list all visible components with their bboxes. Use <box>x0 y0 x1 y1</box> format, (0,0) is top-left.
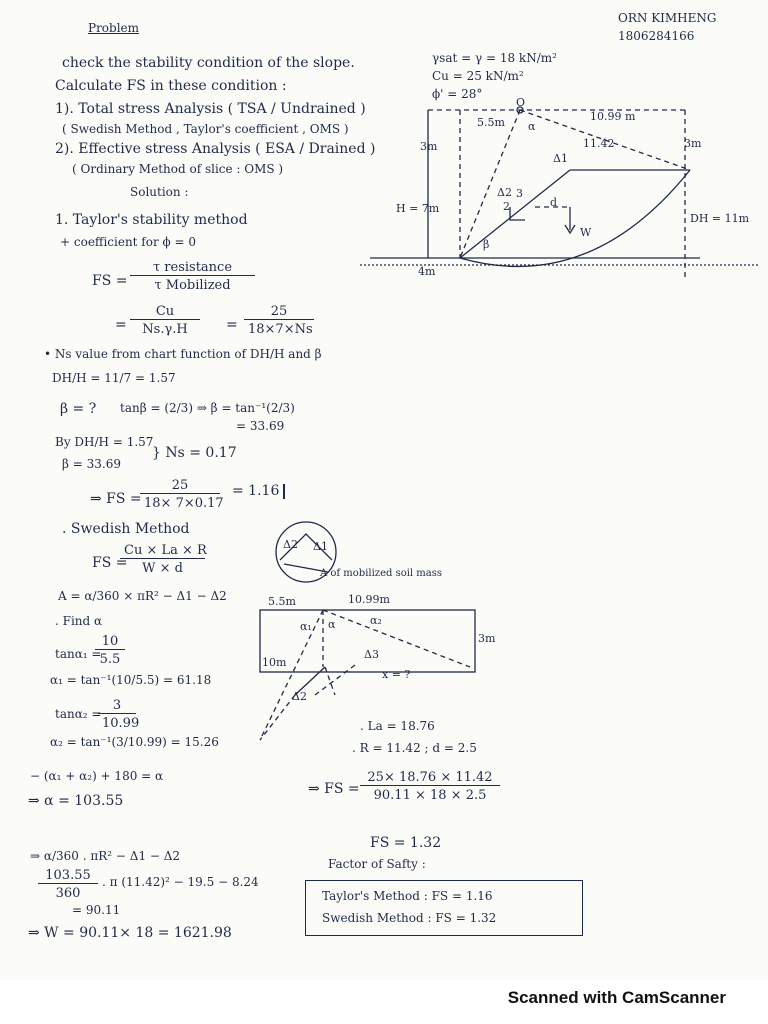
eq2-denominator: Ns.γ.H <box>130 319 200 337</box>
label-w: W <box>580 226 592 239</box>
taylor-subtitle: + coefficient for ϕ = 0 <box>60 235 197 249</box>
label-o: O <box>516 96 526 109</box>
dh-h-line: DH/H = 11/7 = 1.57 <box>52 371 176 385</box>
tan-beta-line: tanβ = (2/3) ⇒ β = tan⁻¹(2/3) <box>120 401 295 415</box>
summary-title: Factor of Safty : <box>328 857 426 871</box>
eq2b-fraction <box>244 304 314 337</box>
swedish-fs-numerator: Cu × La × R <box>124 543 207 558</box>
label-delta2: Δ2 <box>497 186 512 199</box>
weight-line: ⇒ W = 90.11× 18 = 1621.98 <box>28 925 232 941</box>
d2-alpha: α <box>328 618 336 631</box>
area-numerator: 103.55 <box>45 868 91 883</box>
tan-a2-numerator: 3 <box>112 698 122 713</box>
inset-diagram <box>270 522 350 592</box>
d2-alpha1: α₁ <box>300 620 312 633</box>
fs-numerator: τ resistance <box>152 260 233 275</box>
slope-face <box>460 170 570 258</box>
scanner-footer <box>0 980 768 1024</box>
radius-left <box>460 110 520 258</box>
tan-a1-fraction <box>95 634 125 667</box>
label-beta: β <box>483 238 490 251</box>
area-rest: . π (11.42)² − 19.5 − 8.24 <box>102 875 259 889</box>
slope-triangle <box>510 207 525 220</box>
inset-delta2: Δ2 <box>283 538 298 551</box>
student-id: 1806284166 <box>618 29 695 43</box>
problem-line-5: 2). Effective stress Analysis ( ESA / Drained ) <box>55 141 376 157</box>
slip-circle-arc <box>460 170 690 266</box>
label-3m-left: 3m <box>420 140 438 153</box>
alpha-slope <box>315 665 355 695</box>
swedish-fs-fraction <box>120 543 205 576</box>
fs2-numerator: 25× 18.76 × 11.42 <box>367 770 493 785</box>
d2-alpha2: α₂ <box>370 614 382 627</box>
problem-line-6: ( Ordinary Method of slice : OMS ) <box>72 162 284 176</box>
alpha-rect <box>260 610 475 672</box>
fs-result-denominator: 18× 7×0.17 <box>140 493 220 511</box>
param-phi: ϕ' = 28° <box>432 87 483 101</box>
fs-result-fraction <box>140 478 224 511</box>
by-line: By DH/H = 1.57 <box>55 435 154 449</box>
area-denominator: 360 <box>38 883 98 901</box>
label-4m: 4m <box>418 265 436 278</box>
fs-label: FS = <box>92 273 128 289</box>
fs-result-value: = 1.16 <box>232 484 285 499</box>
area-label: A of mobilized soil mass <box>320 568 443 579</box>
label-d: d <box>550 196 558 209</box>
camscanner-watermark: Scanned with CamScanner <box>507 988 726 1007</box>
problem-line-2: Calculate FS in these condition : <box>55 78 287 94</box>
label-dh-11m: DH = 11m <box>690 212 750 225</box>
author-name: ORN KIMHENG <box>618 11 717 25</box>
area-value: = 90.11 <box>72 903 121 917</box>
alpha-tail <box>260 695 295 740</box>
fs2-fraction <box>360 770 500 803</box>
alpha-equation: − (α₁ + α₂) + 180 = α <box>30 769 164 783</box>
alpha2-line: α₂ = tan⁻¹(3/10.99) = 15.26 <box>50 735 219 749</box>
alpha-line-right <box>323 610 470 667</box>
beta-question: β = ? <box>60 401 97 417</box>
problem-line-3: 1). Total stress Analysis ( TSA / Undrained ) <box>55 101 366 117</box>
label-delta1: Δ1 <box>553 152 568 165</box>
param-gamma: γsat = γ = 18 kN/m² <box>432 51 557 65</box>
tan-a1-denominator: 5.5 <box>95 649 125 667</box>
label-10-99m: 10.99 m <box>590 110 636 123</box>
swedish-fs-label: FS = <box>92 555 128 571</box>
d2-delta2: Δ2 <box>292 690 307 703</box>
fs-fraction <box>130 260 255 293</box>
tan-a1-numerator: 10 <box>101 634 119 649</box>
label-3m-right: 3m <box>684 137 702 150</box>
fs2-denominator: 90.11 × 18 × 2.5 <box>360 785 500 803</box>
alpha-line-left <box>260 610 323 740</box>
summary-swedish: Swedish Method : FS = 1.32 <box>322 911 497 925</box>
tan-a2-label: tanα₂ = <box>55 707 102 721</box>
fs2-label: ⇒ FS = <box>308 781 360 797</box>
alpha-value: ⇒ α = 103.55 <box>28 793 124 809</box>
fs-denominator: τ Mobilized <box>130 275 255 293</box>
area-recap: ⇒ α/360 . πR² − Δ1 − Δ2 <box>30 849 181 863</box>
taylor-title: 1. Taylor's stability method <box>55 212 248 228</box>
eq2b-numerator: 25 <box>270 304 288 319</box>
d2-x: x = ? <box>382 668 411 681</box>
d2-5-5m: 5.5m <box>268 595 296 608</box>
la-line: . La = 18.76 <box>360 719 435 733</box>
eq2-eq: = <box>226 317 238 333</box>
eq2b-denominator: 18×7×Ns <box>244 319 314 337</box>
label-5-5m: 5.5m <box>477 116 505 129</box>
area-formula: A = α/360 × πR² − Δ1 − Δ2 <box>58 589 227 603</box>
eq2-numerator: Cu <box>155 304 175 319</box>
swedish-title: . Swedish Method <box>62 521 190 537</box>
beta-line: β = 33.69 <box>62 457 121 471</box>
param-cu: Cu = 25 kN/m² <box>432 69 524 83</box>
label-r-11-42: 11.42 <box>583 137 615 150</box>
alpha-lower <box>325 667 335 695</box>
d2-10-99m: 10.99m <box>348 593 390 606</box>
alpha1-line: α₁ = tan⁻¹(10/5.5) = 61.18 <box>50 673 212 687</box>
find-alpha: . Find α <box>55 614 103 628</box>
d2-delta3: Δ3 <box>364 648 379 661</box>
label-alpha: α <box>528 120 536 133</box>
fs-result-label: ⇒ FS = <box>90 491 142 507</box>
eq2-fraction <box>130 304 200 337</box>
swedish-fs-denominator: W × d <box>120 558 205 576</box>
d2-3m: 3m <box>478 632 496 645</box>
r-d-line: . R = 11.42 ; d = 2.5 <box>352 741 477 755</box>
tan-a2-denominator: 10.99 <box>98 713 136 731</box>
fs-result-numerator: 25 <box>171 478 189 493</box>
problem-line-1: check the stability condition of the slope. <box>62 55 355 71</box>
eq2-eq-left: = <box>115 317 127 333</box>
ns-equals: } Ns = 0.17 <box>152 445 237 461</box>
problem-title: Problem <box>88 21 140 35</box>
summary-taylor: Taylor's Method : FS = 1.16 <box>322 889 493 903</box>
ns-value-line: • Ns value from chart function of DH/H and β <box>44 347 322 361</box>
problem-line-4: ( Swedish Method , Taylor's coefficient , OMS ) <box>62 122 349 136</box>
inset-delta1: Δ1 <box>313 540 328 553</box>
d2-10m: 10m <box>262 656 287 669</box>
label-h-7m: H = 7m <box>396 202 440 215</box>
label-two: 2 <box>503 200 510 213</box>
fs2-value: FS = 1.32 <box>370 835 442 851</box>
tan-a1-label: tanα₁ = <box>55 647 102 661</box>
label-three: 3 <box>516 187 523 200</box>
area-fraction <box>38 868 98 901</box>
tan-a2-fraction <box>98 698 140 731</box>
beta-value: = 33.69 <box>236 419 285 433</box>
solution-heading: Solution : <box>130 185 189 199</box>
